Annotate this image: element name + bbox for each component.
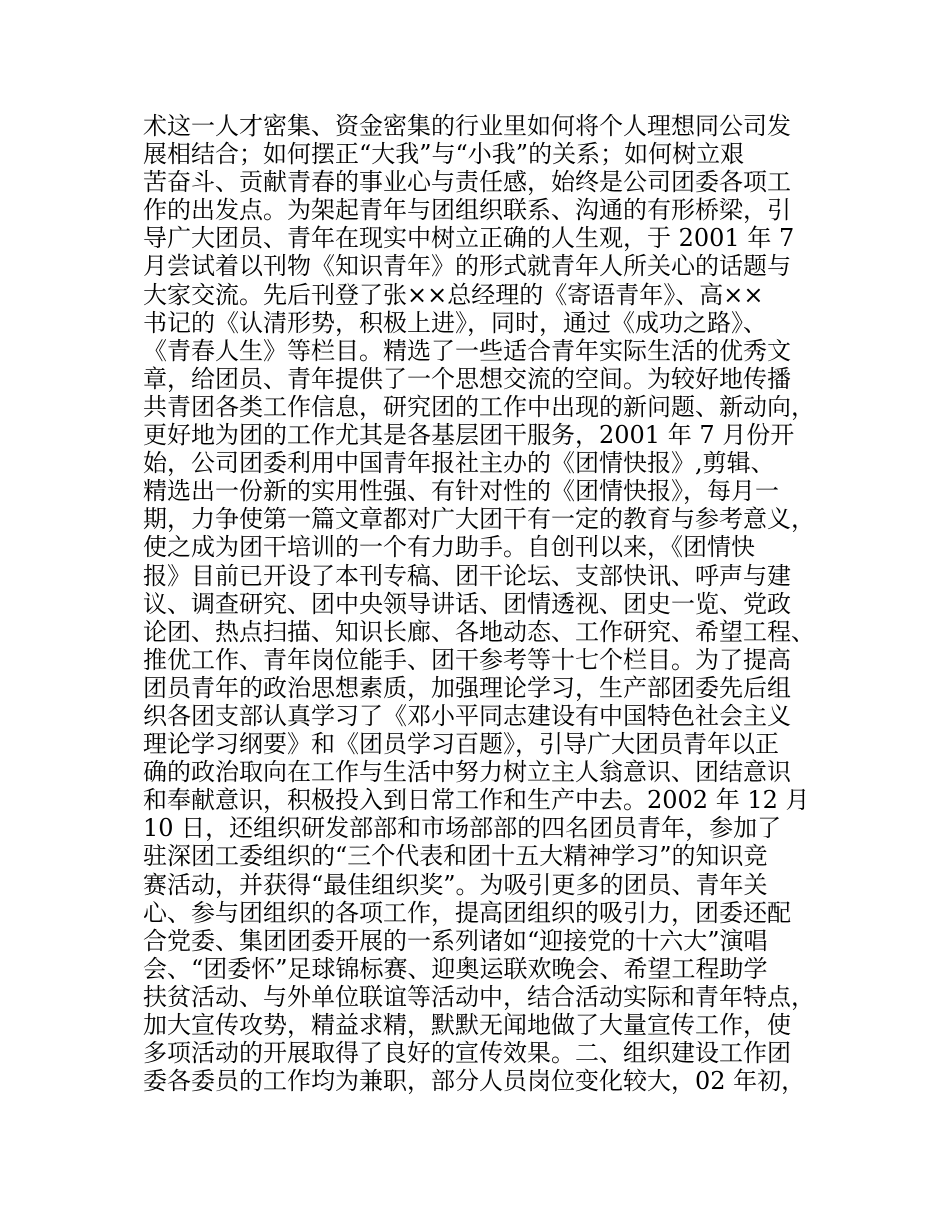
text-line: 驻深团工委组织的“三个代表和团十五大精神学习”的知识竞 (143, 842, 768, 871)
text-line: 始，公司团委利用中国青年报社主办的《团情快报》,剪辑、 (143, 449, 775, 478)
text-line: 期，力争使第一篇文章都对广大团干有一定的教育与参考意义， (143, 505, 815, 534)
text-line: 术这一人才密集、资金密集的行业里如何将个人理想同公司发 (143, 112, 791, 140)
text-line: 大家交流。先后刊登了张××总经理的《寄语青年》、高×× (143, 280, 764, 309)
text-line: 会、“团委怀”足球锦标赛、迎奥运联欢晚会、希望工程助学 (143, 954, 768, 983)
text-line: 月尝试着以刊物《知识青年》的形式就青年人所关心的话题与 (143, 252, 791, 281)
text-line: 加大宣传攻势，精益求精，默默无闻地做了大量宣传工作，使 (143, 1011, 791, 1039)
text-line: 推优工作、青年岗位能手、团干参考等十七个栏目。为了提高 (143, 645, 791, 674)
text-line: 扶贫活动、与外单位联谊等活动中，结合活动实际和青年特点， (143, 982, 815, 1011)
text-line: 心、参与团组织的各项工作，提高团组织的吸引力，团委还配 (143, 898, 791, 927)
text-line: 确的政治取向在工作与生活中努力树立主人翁意识、团结意识 (143, 758, 791, 787)
text-line: 团员青年的政治思想素质，加强理论学习，生产部团委先后组 (143, 673, 791, 702)
text-line: 章，给团员、青年提供了一个思想交流的空间。为较好地传播 (143, 364, 791, 393)
text-line: 更好地为团的工作尤其是各基层团干服务，2001 年 7 月份开 (143, 421, 795, 450)
text-line: 和奉献意识，积极投入到日常工作和生产中去。2002 年 12 月 (143, 786, 810, 815)
text-line: 报》目前已开设了本刊专稿、团干论坛、支部快讯、呼声与建 (143, 561, 791, 590)
text-line: 作的出发点。为架起青年与团组织联系、沟通的有形桥梁，引 (143, 196, 791, 225)
text-line: 论团、热点扫描、知识长廊、各地动态、工作研究、希望工程、 (143, 617, 815, 646)
text-line: 《青春人生》等栏目。精选了一些适合青年实际生活的优秀文 (143, 336, 791, 365)
text-line: 精选出一份新的实用性强、有针对性的《团情快报》，每月一 (143, 477, 779, 506)
text-line: 议、调查研究、团中央领导讲话、团情透视、团史一览、党政 (143, 589, 791, 618)
text-line: 展相结合；如何摆正“大我”与“小我”的关系；如何树立艰 (143, 140, 745, 169)
text-line: 书记的《认清形势，积极上进》，同时，通过《成功之路》、 (143, 308, 767, 337)
text-line: 织各团支部认真学习了《邓小平同志建设有中国特色社会主义 (143, 701, 791, 730)
text-line: 苦奋斗、贡献青春的事业心与责任感，始终是公司团委各项工 (143, 168, 791, 197)
body-text (143, 112, 833, 1095)
text-line: 赛活动，并获得“最佳组织奖”。为吸引更多的团员、青年关 (143, 870, 768, 899)
text-line: 委各委员的工作均为兼职，部分人员岗位变化较大，02 年初， (143, 1067, 806, 1096)
text-line: 理论学习纲要》和《团员学习百题》，引导广大团员青年以正 (143, 730, 779, 759)
text-line: 共青团各类工作信息，研究团的工作中出现的新问题、新动向， (143, 392, 815, 421)
text-line: 使之成为团干培训的一个有力助手。自创刊以来，《团情快 (143, 533, 755, 562)
text-line: 导广大团员、青年在现实中树立正确的人生观，于 2001 年 7 (143, 224, 795, 253)
text-line: 多项活动的开展取得了良好的宣传效果。二、组织建设工作团 (143, 1039, 791, 1068)
text-line: 合党委、集团团委开展的一系列诸如“迎接党的十六大”演唱 (143, 926, 768, 955)
text-line: 10 日，还组织研发部部和市场部部的四名团员青年，参加了 (143, 814, 782, 843)
